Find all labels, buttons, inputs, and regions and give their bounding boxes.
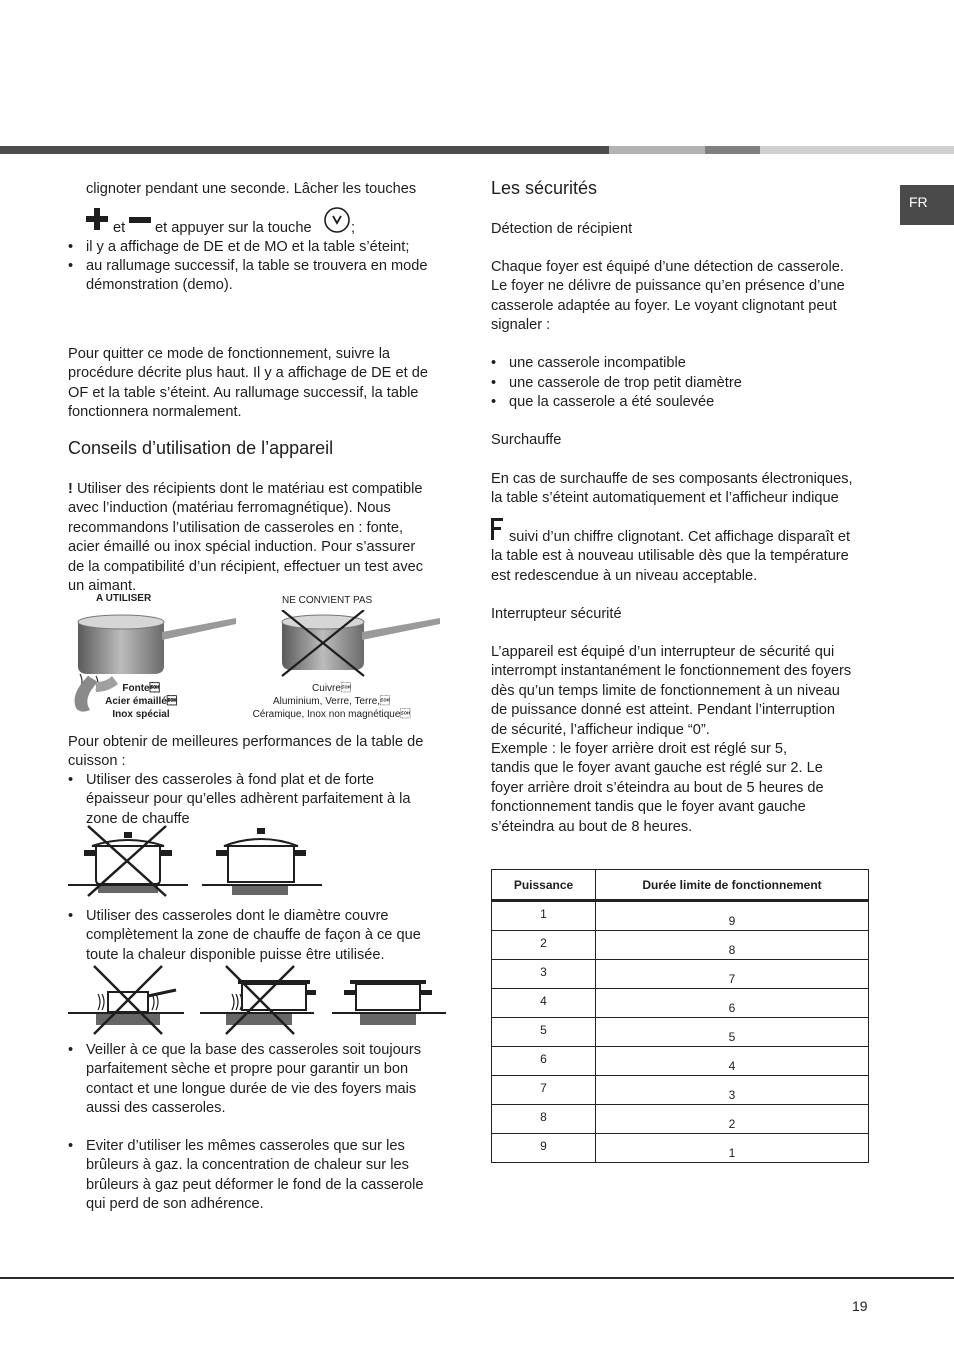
text-et: et: [113, 220, 126, 236]
table-cell: 5: [596, 1018, 869, 1047]
bullet-dot: •: [68, 1042, 74, 1058]
table-cell: 5: [492, 1018, 596, 1047]
table-cell: 9: [596, 901, 869, 931]
table-header-puissance: Puissance: [492, 870, 596, 901]
table-row: [492, 1134, 869, 1163]
detect-title: Détection de récipient: [491, 221, 633, 237]
label-line: Acier émaillé: [105, 696, 177, 707]
header-bar-mid: [705, 146, 760, 154]
header-bar-pale: [760, 146, 954, 154]
text-line: acier émaillé ou inox spécial induction. Pour s’assurer: [68, 539, 416, 556]
table-cell: 4: [492, 989, 596, 1018]
bullet-text: au rallumage successif, la table se trouvera en mode: [86, 258, 428, 274]
table-cell: 2: [596, 1105, 869, 1134]
text-line: fonctionnement tandis que le foyer avant gauche: [491, 799, 806, 816]
flat-pan-illustration: [66, 824, 326, 898]
table-cell: 7: [492, 1076, 596, 1105]
text-line: brûleurs à gaz. la concentration de chaleur sur les: [86, 1157, 409, 1174]
text-line: fonctionnera normalement.: [68, 404, 242, 421]
table-cell: 8: [596, 931, 869, 960]
bullet-text: il y a affichage de DE et de MO et la table s’éteint;: [86, 239, 410, 255]
text-line: toute la chaleur disponible puisse être utilisée.: [86, 946, 385, 963]
left-para-line2: et appuyer sur la touche: [155, 220, 312, 236]
table-cell: 3: [596, 1076, 869, 1105]
table-cell: 4: [596, 1047, 869, 1076]
table-cell: 1: [492, 901, 596, 931]
text-line: Chaque foyer est équipé d’une détection de casserole.: [491, 259, 844, 275]
text-line: Exemple : le foyer arrière droit est réglé sur 5,: [491, 741, 788, 758]
figure-title: NE CONVIENT PAS: [282, 595, 373, 606]
bullet-dot: •: [68, 772, 74, 788]
table-cell: 1: [596, 1134, 869, 1163]
table-row: [492, 1105, 869, 1134]
bullet-dot: •: [491, 355, 497, 371]
table-row: [492, 1076, 869, 1105]
bullet-text: une casserole de trop petit diamètre: [509, 375, 742, 391]
text-line: recommandons l’utilisation de casseroles en : fonte,: [68, 519, 404, 536]
header-bar-light: [609, 146, 705, 154]
warning-paragraph: [68, 480, 453, 596]
text-semicolon: ;: [351, 220, 356, 236]
table-cell: 3: [492, 960, 596, 989]
text-line: un aimant.: [68, 578, 137, 595]
text-line: zone de chauffe: [86, 810, 190, 827]
text-line: procédure décrite plus haut. Il y a affichage de DE et de: [68, 365, 428, 382]
table-row: [492, 1047, 869, 1076]
text-line: complètement la zone de chauffe de façon à ce que: [86, 927, 421, 944]
bullet-dot: •: [491, 375, 497, 391]
text-line: foyer arrière droit s’éteindra au bout de 5 heures de: [491, 779, 824, 796]
text-line: suivi d’un chiffre clignotant. Cet affichage disparaît et: [509, 529, 850, 545]
label-line: Aluminium, Verre, Terre,: [272, 696, 391, 707]
overheat-paragraph-2: [491, 528, 881, 586]
text-line: la table s’éteint automatiquement et l’afficheur indique: [491, 490, 839, 507]
bullet-text: que la casserole a été soulevée: [509, 394, 715, 410]
text-line: signaler :: [491, 317, 551, 334]
quit-paragraph: [68, 345, 453, 423]
section-title-securites: Les sécurités: [491, 178, 598, 198]
bullet-dot: •: [68, 239, 74, 255]
bullet-dot: •: [68, 908, 74, 924]
text-line: parfaitement sèche et propre pour garantir un bon: [86, 1061, 409, 1078]
bullet-text: une casserole incompatible: [509, 355, 686, 371]
warning-mark: !: [68, 481, 73, 497]
section-title-conseils: Conseils d’utilisation de l’appareil: [68, 438, 334, 458]
text-line: avec l’induction (matériau ferromagnétique). Nous: [68, 500, 391, 517]
text-line: épaisseur pour qu’elles adhèrent parfaitement à la: [86, 791, 411, 808]
text-line: contact et une longue durée de vie des foyers mais: [86, 1080, 417, 1097]
page-number: 19: [852, 1298, 868, 1314]
table-cell: 7: [596, 960, 869, 989]
table-cell: 9: [492, 1134, 596, 1163]
perf-intro: [68, 733, 453, 772]
text-line: s’éteindra au bout de 8 heures.: [491, 818, 693, 835]
text-line: Eviter d’utiliser les mêmes casseroles que sur les: [86, 1138, 405, 1154]
figure-incompatible: [244, 592, 454, 722]
text-line: OF et la table s’éteint. Au rallumage successif, la table: [68, 384, 419, 401]
text-line: tandis que le foyer avant gauche est réglé sur 2. Le: [491, 760, 823, 777]
text-line: L’appareil est équipé d’un interrupteur de sécurité qui: [491, 644, 835, 660]
timer-icon: [323, 206, 351, 234]
bullet-dot: •: [68, 258, 74, 274]
text-line: aussi des casseroles.: [86, 1100, 226, 1117]
left-para-line1: clignoter pendant une seconde. Lâcher les touches: [86, 181, 417, 197]
text-line: brûleurs à gaz peut déformer le fond de la casserole: [86, 1176, 424, 1193]
text-line: la table est à nouveau utilisable dès que la température: [491, 548, 849, 565]
text-line: qui perd de son adhérence.: [86, 1196, 264, 1213]
table-cell: 8: [492, 1105, 596, 1134]
text-line: Le foyer ne délivre de puissance qu’en présence d’une: [491, 278, 845, 295]
bullet-dot: •: [68, 1138, 74, 1154]
text-line: cuisson :: [68, 753, 126, 770]
text-line: Pour obtenir de meilleures performances de la table de: [68, 734, 424, 750]
text-line: Utiliser des récipients dont le matériau est compatible: [76, 481, 423, 497]
label-line: Inox spécial: [112, 709, 170, 720]
label-line: Céramique, Inox non magnétique: [252, 709, 411, 720]
text-line: est redescendue à un niveau acceptable.: [491, 567, 758, 584]
label-line: Cuivre: [312, 683, 351, 694]
bullet-dot: •: [491, 394, 497, 410]
figure-compatible: [66, 592, 246, 722]
label-line: Fonte: [122, 683, 160, 694]
table-header-row: [492, 870, 869, 901]
table-row: [492, 989, 869, 1018]
table-row: [492, 1018, 869, 1047]
table-row: [492, 960, 869, 989]
plus-icon: [86, 208, 108, 230]
figure-labels: [98, 682, 184, 721]
table-row: [492, 931, 869, 960]
detect-paragraph: [491, 258, 881, 336]
table-cell: 6: [596, 989, 869, 1018]
pan-crossed-illustration: [274, 610, 444, 680]
text-line: Veiller à ce que la base des casseroles soit toujours: [86, 1042, 422, 1058]
overheat-paragraph: [491, 470, 881, 509]
switch-paragraph: [491, 643, 881, 837]
language-tab: FR: [900, 185, 954, 225]
text-line: de sécurité, l’afficheur indique “0”.: [491, 721, 710, 738]
text-line: Utiliser des casseroles à fond plat et de forte: [86, 772, 374, 788]
text-line: En cas de surchauffe de ses composants électroniques,: [491, 471, 853, 487]
figure-labels: [244, 682, 419, 721]
minus-icon: [129, 216, 151, 224]
diameter-pan-illustration: [66, 962, 448, 1036]
text-line: interrompt instantanément le fonctionnement des foyers: [491, 663, 852, 680]
power-time-table: [491, 869, 869, 1163]
footer-rule: [0, 1277, 954, 1279]
table-header-duree: Durée limite de fonctionnement: [596, 870, 869, 901]
table-cell: 2: [492, 931, 596, 960]
table-cell: 6: [492, 1047, 596, 1076]
header-bar-dark: [0, 146, 609, 154]
text-line: casserole adaptée au foyer. Le voyant clignotant peut: [491, 297, 837, 314]
table-row: [492, 901, 869, 931]
text-line: dès qu’un temps limite de fonctionnement à un niveau: [491, 682, 840, 699]
text-line: Utiliser des casseroles dont le diamètre couvre: [86, 908, 389, 924]
text-line: de puissance donné est atteint. Pendant l’interruption: [491, 702, 836, 719]
overheat-title: Surchauffe: [491, 432, 562, 448]
figure-title: A UTILISER: [96, 593, 152, 604]
switch-title: Interrupteur sécurité: [491, 606, 622, 622]
text-line: Pour quitter ce mode de fonctionnement, suivre la: [68, 346, 391, 362]
bullet-continuation: démonstration (demo).: [86, 277, 233, 293]
text-line: de la compatibilité d’un récipient, effectuer un test avec: [68, 558, 424, 575]
